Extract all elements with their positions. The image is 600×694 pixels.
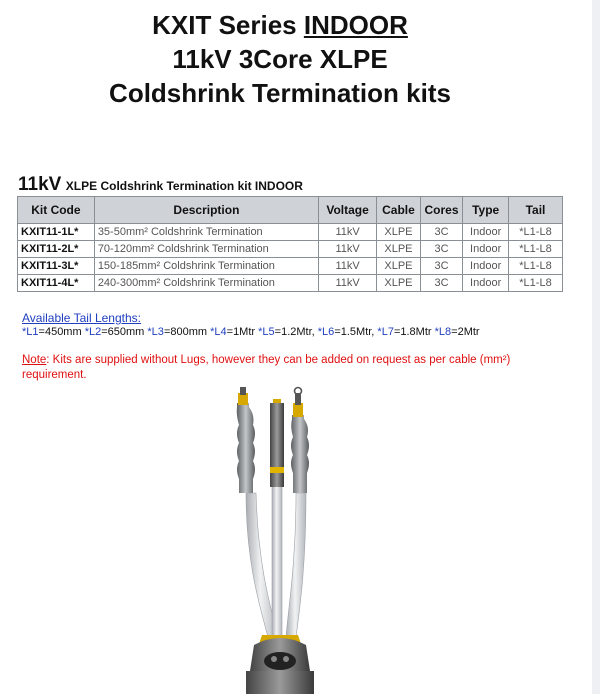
title-indoor-underlined: INDOOR [303,10,408,40]
section-heading [18,174,303,196]
header-description: Description [94,197,318,224]
cell-kit-code: KXIT11-2L* [18,241,95,258]
cell-description: 240-300mm² Coldshrink Termination [94,275,318,292]
tail-lengths-block [22,311,480,338]
note-text: : Kits are supplied without Lugs, however they can be added on request as per cable (mm²) requirement. [22,354,511,381]
header-voltage: Voltage [319,197,377,224]
cell-type: Indoor [463,275,509,292]
section-voltage: 11kV [18,174,62,195]
cell-type: Indoor [463,258,509,275]
kits-table [17,196,563,292]
header-cores: Cores [420,197,463,224]
tail-length-item: *L7=1.8Mtr [377,326,432,338]
table-header-row [18,197,563,224]
cell-type: Indoor [463,241,509,258]
cell-voltage: 11kV [319,258,377,275]
title-line-3: Coldshrink Termination kits [109,78,451,108]
note-label: Note [22,354,47,366]
cell-cores: 3C [420,275,463,292]
cell-kit-code: KXIT11-1L* [18,224,95,241]
cell-tail: *L1-L8 [508,258,562,275]
section-heading-text: XLPE Coldshrink Termination kit INDOOR [65,179,303,193]
cell-voltage: 11kV [319,241,377,258]
cell-tail: *L1-L8 [508,224,562,241]
cell-cable: XLPE [377,224,421,241]
cell-kit-code: KXIT11-3L* [18,258,95,275]
tail-length-item: *L3=800mm [147,326,208,338]
tail-length-item: *L4=1Mtr [210,326,256,338]
termination-kit-image [206,385,356,694]
table-row [18,241,563,258]
header-type: Type [463,197,509,224]
tail-length-item: *L6=1.5Mtr, [317,326,375,338]
table-row [18,275,563,292]
title-line-2: 11kV 3Core XLPE [172,44,388,74]
cell-cable: XLPE [377,275,421,292]
title-line-1: KXIT Series INDOOR [152,10,408,40]
cell-description: 150-185mm² Coldshrink Termination [94,258,318,275]
cell-cable: XLPE [377,258,421,275]
cell-description: 35-50mm² Coldshrink Termination [94,224,318,241]
tail-length-item: *L2=650mm [84,326,145,338]
lugs-note [22,353,562,383]
cell-tail: *L1-L8 [508,241,562,258]
tail-length-item: *L8=2Mtr [434,326,480,338]
cell-cores: 3C [420,258,463,275]
cell-cores: 3C [420,224,463,241]
header-tail: Tail [508,197,562,224]
cell-kit-code: KXIT11-4L* [18,275,95,292]
cell-tail: *L1-L8 [508,275,562,292]
tail-lengths-list [22,326,480,338]
tail-length-item: *L1=450mm [22,326,82,338]
cell-type: Indoor [463,224,509,241]
page-edge-strip [592,0,600,694]
cell-description: 70-120mm² Coldshrink Termination [94,241,318,258]
cell-voltage: 11kV [319,224,377,241]
tail-lengths-heading: Available Tail Lengths: [22,311,141,325]
cell-voltage: 11kV [319,275,377,292]
cell-cores: 3C [420,241,463,258]
header-kit-code: Kit Code [18,197,95,224]
table-row [18,258,563,275]
table-row [18,224,563,241]
page-title [0,8,560,110]
tail-length-item: *L5=1.2Mtr, [258,326,315,338]
header-cable: Cable [377,197,421,224]
cell-cable: XLPE [377,241,421,258]
